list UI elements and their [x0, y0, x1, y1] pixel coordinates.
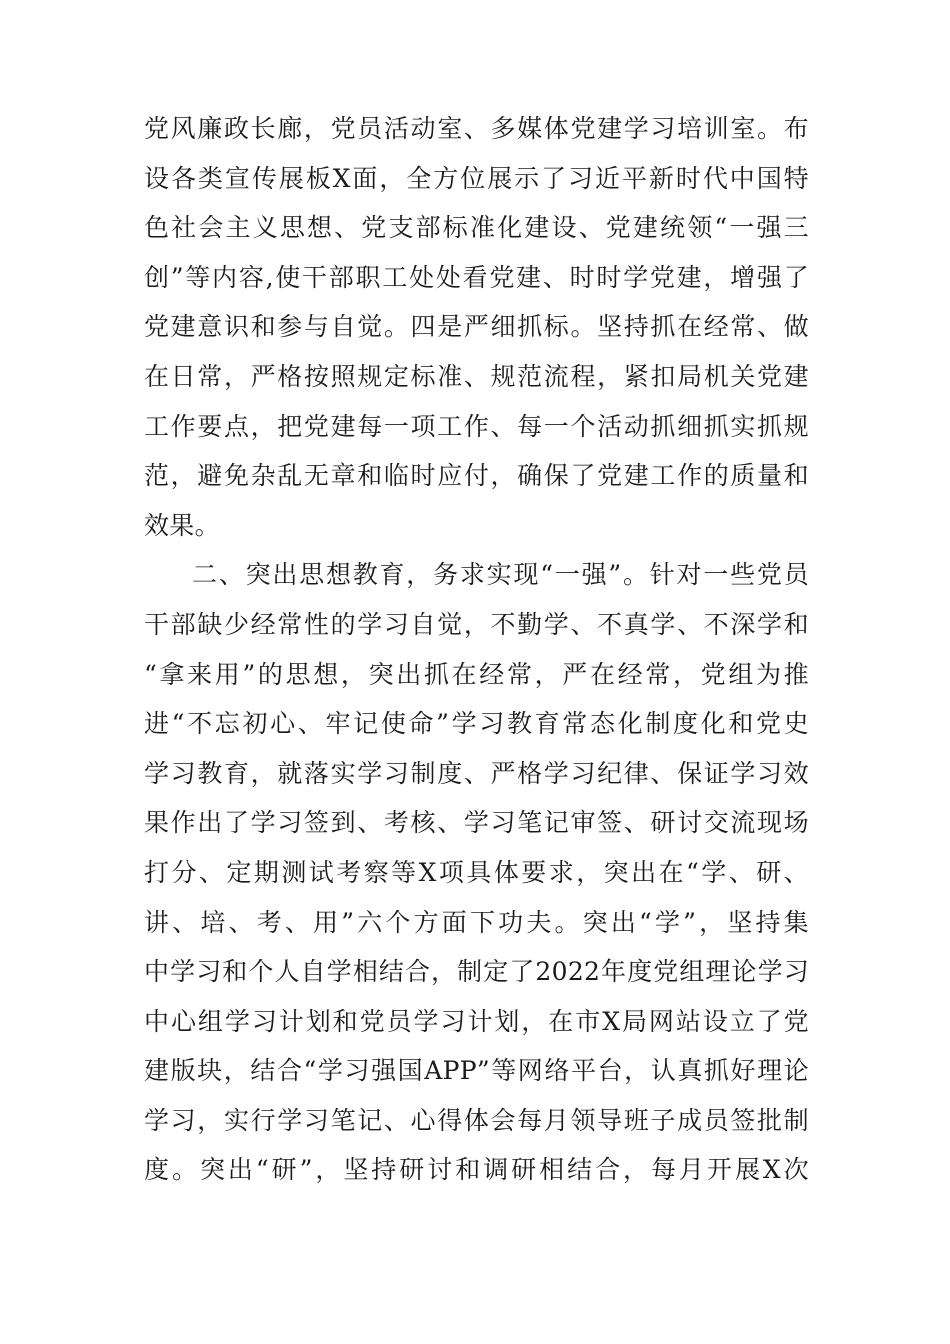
text-line: 设各类宣传展板X面，全方位展示了习近平新时代中国特	[144, 163, 809, 193]
paragraph-1	[144, 104, 809, 550]
text-line: 中学习和个人自学相结合，制定了2022年度党组理论学习	[144, 957, 809, 987]
text-line: 果作出了学习签到、考核、学习笔记审签、研讨交流现场	[144, 808, 809, 838]
text-line: 学习教育，就落实学习制度、严格学习纪律、保证学习效	[144, 758, 809, 788]
text-line: 学习，实行学习笔记、心得体会每月领导班子成员签批制	[144, 1105, 809, 1135]
text-line: “拿来用”的思想，突出抓在经常，严在经常，党组为推	[144, 659, 809, 689]
body-text	[144, 104, 809, 1195]
text-line: 建版块，结合“学习强国APP”等网络平台，认真抓好理论	[144, 1056, 809, 1086]
text-line: 党建意识和参与自觉。四是严细抓标。坚持抓在经常、做	[144, 312, 809, 342]
text-line: 讲、培、考、用”六个方面下功夫。突出“学”，坚持集	[144, 907, 809, 937]
paragraph-2	[144, 550, 809, 1195]
text-line: 党风廉政长廊，党员活动室、多媒体党建学习培训室。布	[144, 114, 809, 143]
text-line: 创”等内容,使干部职工处处看党建、时时学党建，增强了	[144, 262, 809, 292]
text-line: 中心组学习计划和党员学习计划，在市X局网站设立了党	[144, 1006, 809, 1036]
text-line: 二、突出思想教育，务求实现“一强”。针对一些党员	[192, 560, 809, 590]
text-line: 在日常，严格按照规定标准、规范流程，紧扣局机关党建	[144, 361, 809, 391]
text-line: 打分、定期测试考察等X项具体要求，突出在“学、研、	[144, 857, 809, 887]
text-line: 范，避免杂乱无章和临时应付，确保了党建工作的质量和	[144, 461, 809, 491]
text-line: 干部缺少经常性的学习自觉，不勤学、不真学、不深学和	[144, 609, 809, 639]
text-line: 度。突出“研”，坚持研讨和调研相结合，每月开展X次	[144, 1155, 809, 1185]
text-line: 色社会主义思想、党支部标准化建设、党建统领“一强三	[144, 213, 809, 243]
text-line: 效果。	[144, 510, 220, 540]
text-line: 进“不忘初心、牢记使命”学习教育常态化制度化和党史	[144, 709, 809, 739]
text-line: 工作要点，把党建每一项工作、每一个活动抓细抓实抓规	[144, 411, 809, 441]
